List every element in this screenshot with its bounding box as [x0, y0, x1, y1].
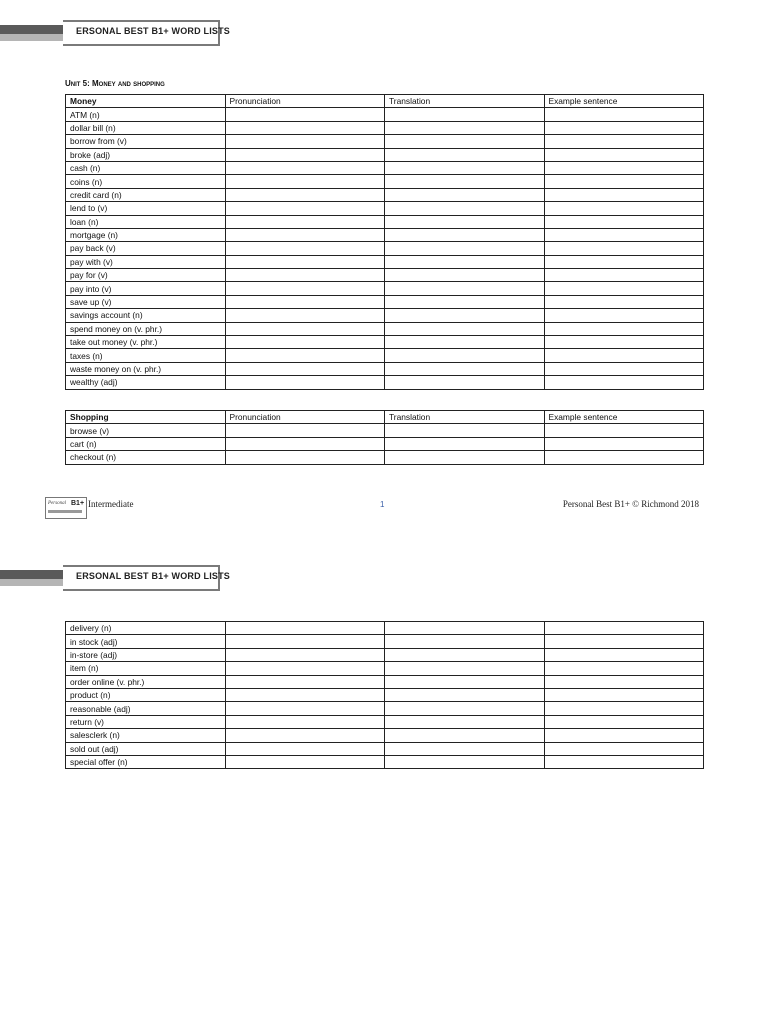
translation-cell[interactable] [385, 322, 545, 335]
pronunciation-cell[interactable] [225, 108, 385, 121]
header-banner [0, 20, 231, 46]
money-table [65, 94, 704, 390]
table-row [66, 451, 704, 464]
example-sentence-cell[interactable] [544, 242, 704, 255]
pronunciation-cell[interactable] [225, 349, 385, 362]
translation-cell[interactable] [385, 242, 545, 255]
word-cell: dollar bill (n) [66, 121, 226, 134]
table-row [66, 742, 704, 755]
example-sentence-cell[interactable] [544, 742, 704, 755]
word-cell: save up (v) [66, 295, 226, 308]
example-sentence-cell[interactable] [544, 202, 704, 215]
example-sentence-cell[interactable] [544, 755, 704, 768]
example-sentence-cell[interactable] [544, 121, 704, 134]
pronunciation-cell[interactable] [225, 242, 385, 255]
pronunciation-cell[interactable] [225, 362, 385, 375]
translation-cell[interactable] [385, 715, 545, 728]
page-number: 1 [380, 500, 385, 509]
logo-text: Personal [48, 501, 67, 506]
translation-cell[interactable] [385, 202, 545, 215]
example-sentence-cell[interactable] [544, 161, 704, 174]
copyright: Personal Best B1+ © Richmond 2018 [562, 499, 699, 509]
pronunciation-cell[interactable] [225, 742, 385, 755]
table-row [66, 729, 704, 742]
pronunciation-cell[interactable] [225, 715, 385, 728]
pronunciation-cell[interactable] [225, 269, 385, 282]
table-row [66, 322, 704, 335]
table-row [66, 188, 704, 201]
translation-cell[interactable] [385, 729, 545, 742]
word-cell: savings account (n) [66, 309, 226, 322]
example-sentence-cell[interactable] [544, 662, 704, 675]
pronunciation-cell[interactable] [225, 702, 385, 715]
translation-cell[interactable] [385, 161, 545, 174]
example-sentence-cell[interactable] [544, 688, 704, 701]
word-cell: cart (n) [66, 437, 226, 450]
translation-cell[interactable] [385, 451, 545, 464]
table-row [66, 108, 704, 121]
translation-cell[interactable] [385, 188, 545, 201]
word-cell: special offer (n) [66, 755, 226, 768]
table-row [66, 376, 704, 389]
example-sentence-cell[interactable] [544, 108, 704, 121]
pronunciation-cell[interactable] [225, 161, 385, 174]
translation-cell[interactable] [385, 148, 545, 161]
shopping-table-continued [65, 621, 704, 769]
word-cell: waste money on (v. phr.) [66, 362, 226, 375]
translation-cell[interactable] [385, 135, 545, 148]
translation-cell[interactable] [385, 437, 545, 450]
example-sentence-cell[interactable] [544, 437, 704, 450]
table-row [66, 635, 704, 648]
pronunciation-cell[interactable] [225, 309, 385, 322]
table-header-row [66, 95, 704, 108]
column-header: Translation [385, 411, 545, 424]
table-row [66, 622, 704, 635]
table-row [66, 715, 704, 728]
header-banner-page-2 [0, 565, 231, 591]
column-header: Translation [385, 95, 545, 108]
example-sentence-cell[interactable] [544, 622, 704, 635]
example-sentence-cell[interactable] [544, 228, 704, 241]
pronunciation-cell[interactable] [225, 135, 385, 148]
level-label: Intermediate [88, 499, 134, 509]
example-sentence-cell[interactable] [544, 715, 704, 728]
table-row [66, 282, 704, 295]
table-row [66, 202, 704, 215]
word-cell: browse (v) [66, 424, 226, 437]
translation-cell[interactable] [385, 255, 545, 268]
pronunciation-cell[interactable] [225, 148, 385, 161]
word-cell: delivery (n) [66, 622, 226, 635]
pronunciation-cell[interactable] [225, 451, 385, 464]
translation-cell[interactable] [385, 336, 545, 349]
word-cell: broke (adj) [66, 148, 226, 161]
logo-level: B1+ [71, 500, 85, 507]
word-cell: wealthy (adj) [66, 376, 226, 389]
word-cell: in-store (adj) [66, 648, 226, 661]
header-title: ERSONAL BEST B1+ WORD LISTS [76, 571, 231, 581]
logo-stripe [48, 510, 82, 513]
table-row [66, 309, 704, 322]
translation-cell[interactable] [385, 424, 545, 437]
translation-cell[interactable] [385, 376, 545, 389]
translation-cell[interactable] [385, 349, 545, 362]
table-row [66, 437, 704, 450]
translation-cell[interactable] [385, 635, 545, 648]
translation-cell[interactable] [385, 688, 545, 701]
word-cell: item (n) [66, 662, 226, 675]
unit-title: Unit 5: Money and shopping [65, 79, 165, 88]
example-sentence-cell[interactable] [544, 362, 704, 375]
pronunciation-cell[interactable] [225, 202, 385, 215]
example-sentence-cell[interactable] [544, 648, 704, 661]
example-sentence-cell[interactable] [544, 376, 704, 389]
pronunciation-cell[interactable] [225, 437, 385, 450]
example-sentence-cell[interactable] [544, 675, 704, 688]
column-header: Example sentence [544, 95, 704, 108]
column-header: Shopping [66, 411, 226, 424]
pronunciation-cell[interactable] [225, 688, 385, 701]
translation-cell[interactable] [385, 622, 545, 635]
word-cell: cash (n) [66, 161, 226, 174]
word-cell: reasonable (adj) [66, 702, 226, 715]
table-row [66, 755, 704, 768]
word-cell: lend to (v) [66, 202, 226, 215]
example-sentence-cell[interactable] [544, 702, 704, 715]
translation-cell[interactable] [385, 295, 545, 308]
pronunciation-cell[interactable] [225, 322, 385, 335]
table-row [66, 295, 704, 308]
pronunciation-cell[interactable] [225, 255, 385, 268]
table-row [66, 121, 704, 134]
translation-cell[interactable] [385, 755, 545, 768]
pronunciation-cell[interactable] [225, 424, 385, 437]
translation-cell[interactable] [385, 362, 545, 375]
table-row [66, 269, 704, 282]
example-sentence-cell[interactable] [544, 255, 704, 268]
example-sentence-cell[interactable] [544, 336, 704, 349]
example-sentence-cell[interactable] [544, 215, 704, 228]
translation-cell[interactable] [385, 228, 545, 241]
word-cell: credit card (n) [66, 188, 226, 201]
word-cell: loan (n) [66, 215, 226, 228]
translation-cell[interactable] [385, 282, 545, 295]
pronunciation-cell[interactable] [225, 282, 385, 295]
word-cell: ATM (n) [66, 108, 226, 121]
personal-best-logo [45, 497, 87, 519]
word-cell: take out money (v. phr.) [66, 336, 226, 349]
pronunciation-cell[interactable] [225, 215, 385, 228]
example-sentence-cell[interactable] [544, 349, 704, 362]
example-sentence-cell[interactable] [544, 635, 704, 648]
word-cell: pay with (v) [66, 255, 226, 268]
word-cell: taxes (n) [66, 349, 226, 362]
header-title: ERSONAL BEST B1+ WORD LISTS [76, 26, 231, 36]
translation-cell[interactable] [385, 702, 545, 715]
table-row [66, 675, 704, 688]
example-sentence-cell[interactable] [544, 424, 704, 437]
pronunciation-cell[interactable] [225, 755, 385, 768]
example-sentence-cell[interactable] [544, 295, 704, 308]
example-sentence-cell[interactable] [544, 309, 704, 322]
column-header: Pronunciation [225, 95, 385, 108]
example-sentence-cell[interactable] [544, 188, 704, 201]
pronunciation-cell[interactable] [225, 675, 385, 688]
pronunciation-cell[interactable] [225, 376, 385, 389]
pronunciation-cell[interactable] [225, 175, 385, 188]
word-cell: in stock (adj) [66, 635, 226, 648]
translation-cell[interactable] [385, 215, 545, 228]
pronunciation-cell[interactable] [225, 121, 385, 134]
column-header: Money [66, 95, 226, 108]
table-row [66, 702, 704, 715]
translation-cell[interactable] [385, 309, 545, 322]
translation-cell[interactable] [385, 108, 545, 121]
translation-cell[interactable] [385, 648, 545, 661]
table-row [66, 336, 704, 349]
table-row [66, 362, 704, 375]
translation-cell[interactable] [385, 121, 545, 134]
page-2 [0, 555, 768, 1024]
table-row [66, 135, 704, 148]
translation-cell[interactable] [385, 675, 545, 688]
word-cell: pay into (v) [66, 282, 226, 295]
table-row [66, 424, 704, 437]
example-sentence-cell[interactable] [544, 451, 704, 464]
table-row [66, 255, 704, 268]
pronunciation-cell[interactable] [225, 662, 385, 675]
column-header: Pronunciation [225, 411, 385, 424]
example-sentence-cell[interactable] [544, 269, 704, 282]
table-row [66, 662, 704, 675]
table-row [66, 349, 704, 362]
pronunciation-cell[interactable] [225, 188, 385, 201]
pronunciation-cell[interactable] [225, 228, 385, 241]
translation-cell[interactable] [385, 269, 545, 282]
shopping-table [65, 410, 704, 465]
example-sentence-cell[interactable] [544, 729, 704, 742]
translation-cell[interactable] [385, 175, 545, 188]
word-cell: return (v) [66, 715, 226, 728]
pronunciation-cell[interactable] [225, 648, 385, 661]
table-row [66, 688, 704, 701]
table-row [66, 648, 704, 661]
word-cell: pay for (v) [66, 269, 226, 282]
example-sentence-cell[interactable] [544, 282, 704, 295]
table-row [66, 242, 704, 255]
page-footer [0, 495, 768, 521]
word-cell: salesclerk (n) [66, 729, 226, 742]
table-row [66, 175, 704, 188]
pronunciation-cell[interactable] [225, 336, 385, 349]
example-sentence-cell[interactable] [544, 148, 704, 161]
table-row [66, 215, 704, 228]
example-sentence-cell[interactable] [544, 322, 704, 335]
word-cell: borrow from (v) [66, 135, 226, 148]
word-cell: product (n) [66, 688, 226, 701]
example-sentence-cell[interactable] [544, 175, 704, 188]
pronunciation-cell[interactable] [225, 635, 385, 648]
word-cell: coins (n) [66, 175, 226, 188]
translation-cell[interactable] [385, 662, 545, 675]
pronunciation-cell[interactable] [225, 295, 385, 308]
table-row [66, 161, 704, 174]
table-header-row [66, 411, 704, 424]
word-cell: checkout (n) [66, 451, 226, 464]
example-sentence-cell[interactable] [544, 135, 704, 148]
word-cell: pay back (v) [66, 242, 226, 255]
column-header: Example sentence [544, 411, 704, 424]
table-row [66, 228, 704, 241]
table-row [66, 148, 704, 161]
pronunciation-cell[interactable] [225, 729, 385, 742]
pronunciation-cell[interactable] [225, 622, 385, 635]
word-cell: sold out (adj) [66, 742, 226, 755]
translation-cell[interactable] [385, 742, 545, 755]
word-cell: mortgage (n) [66, 228, 226, 241]
word-cell: spend money on (v. phr.) [66, 322, 226, 335]
word-cell: order online (v. phr.) [66, 675, 226, 688]
